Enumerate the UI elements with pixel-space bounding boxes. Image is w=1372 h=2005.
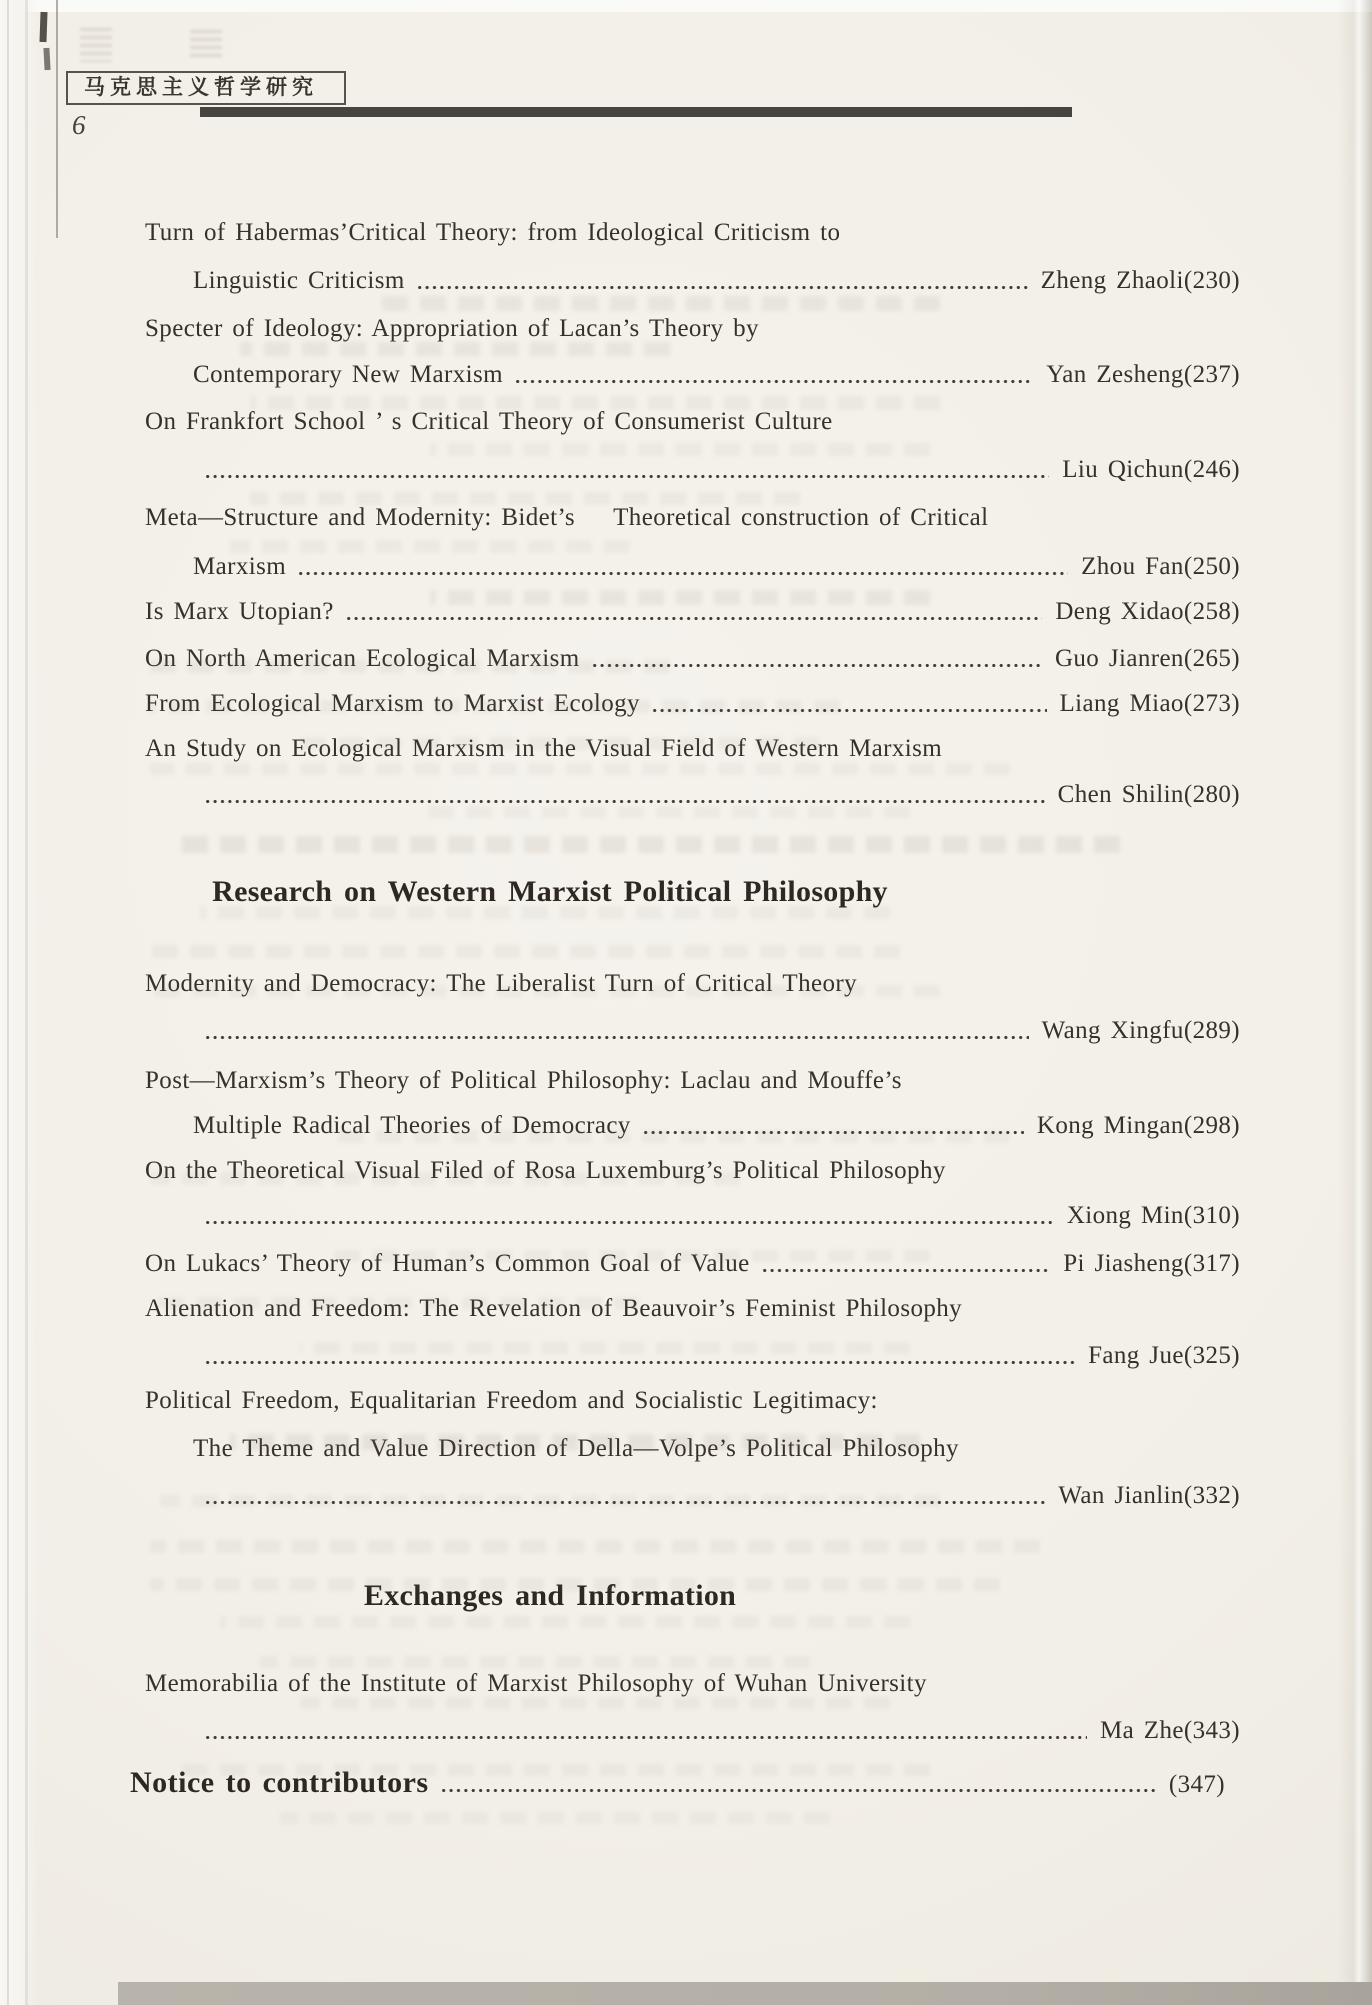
bleedthrough-smudge: [150, 1578, 1000, 1591]
author-pageref: [1046, 357, 1240, 393]
entry-title: Notice to contributors: [130, 1766, 429, 1799]
author-name: Yan Zesheng: [1046, 361, 1184, 388]
margin-rule-line: [56, 0, 58, 238]
entry-title: Linguistic Criticism: [193, 267, 405, 294]
author-pageref: [1058, 777, 1240, 813]
scan-mark: [39, 12, 47, 42]
bleedthrough-smudge: [150, 1297, 640, 1309]
page-ref: (347): [1168, 1771, 1225, 1798]
bleedthrough-smudge: [240, 342, 670, 356]
author-pageref: [1081, 549, 1240, 585]
author-name: Liu Qichun: [1062, 456, 1184, 483]
toc-row: Memorabilia of the Institute of Marxist Philosophy of Wuhan University: [145, 1670, 927, 1697]
author-name: Xiong Min: [1066, 1202, 1184, 1229]
page-ref: (289): [1183, 1017, 1240, 1044]
section-heading: Research on Western Marxist Political Philosophy: [212, 875, 888, 908]
author-pageref: [1055, 594, 1240, 630]
bleedthrough-smudge: [160, 1495, 940, 1507]
bleedthrough-smudge: [150, 945, 900, 958]
bleedthrough-smudge: [150, 1172, 740, 1185]
author-name: Wang Xingfu: [1041, 1017, 1184, 1044]
author-pageref: [1067, 1198, 1240, 1234]
toc-row: [145, 1713, 1240, 1749]
toc-row: Political Freedom, Equalitarian Freedom and Socialistic Legitimacy:: [145, 1387, 878, 1414]
toc-row: Meta—Structure and Modernity: Bidet’s Theoretical construction of Critical: [145, 504, 989, 531]
page-ref: (246): [1183, 456, 1240, 483]
dot-leader: [204, 452, 1049, 488]
author-name: Fang Jue: [1088, 1342, 1184, 1369]
author-pageref: [1042, 1013, 1240, 1049]
bleedthrough-smudge: [230, 540, 630, 553]
page-ref: (325): [1183, 1342, 1240, 1369]
page-ref: (280): [1183, 781, 1240, 808]
toc-row: [145, 452, 1240, 488]
author-name: Pi Jiasheng: [1063, 1250, 1184, 1277]
entry-title: On North American Ecological Marxism: [145, 645, 580, 672]
author-name: Zheng Zhaoli: [1040, 267, 1184, 294]
author-pageref: [1100, 1713, 1240, 1749]
page-ref: (230): [1183, 267, 1240, 294]
bleedthrough-smudge: [430, 443, 930, 456]
entry-title: Contemporary New Marxism: [193, 361, 503, 388]
dot-leader: [514, 357, 1033, 393]
page-ref: (332): [1183, 1482, 1240, 1509]
bleedthrough-smudge: [220, 1616, 910, 1628]
page-ref: (250): [1183, 553, 1240, 580]
bleedthrough-smudge: [180, 1764, 930, 1776]
bleedthrough-smudge: [150, 985, 940, 997]
scan-mark: [43, 48, 50, 70]
toc-row: [145, 357, 1240, 393]
binding-edge: [0, 0, 38, 2005]
binding-crease-line: [25, 0, 28, 2005]
author-name: Liang Miao: [1059, 690, 1184, 717]
toc-row: Post—Marxism’s Theory of Political Philosophy: Laclau and Mouffe’s: [145, 1067, 902, 1094]
page-ref: (298): [1183, 1112, 1240, 1139]
author-pageref: [1088, 1338, 1240, 1374]
toc-row: [145, 1198, 1240, 1234]
bleedthrough-smudge: [380, 296, 940, 311]
page-ref: (310): [1183, 1202, 1240, 1229]
author-pageref: [1062, 452, 1240, 488]
author-name: Deng Xidao: [1055, 598, 1184, 625]
author-name: Guo Jianren: [1054, 645, 1184, 672]
toc-row: Specter of Ideology: Appropriation of Lacan’s Theory by: [145, 315, 759, 342]
bleedthrough-smudge: [420, 806, 910, 818]
journal-title: 马克思主义哲学研究: [84, 76, 318, 99]
page-ref: (273): [1183, 690, 1240, 717]
bleedthrough-smudge: [150, 700, 840, 713]
bleedthrough-smudge: [230, 1434, 920, 1450]
binding-crease-line: [7, 0, 9, 2005]
bleedthrough-smudge: [280, 1812, 830, 1824]
toc-row: An Study on Ecological Marxism in the Visual Field of Western Marxism: [145, 735, 943, 762]
author-pageref: [1055, 641, 1240, 677]
author-pageref: [1037, 1108, 1240, 1144]
bleedthrough-smudge: [250, 396, 940, 410]
bleedthrough-smudge: [430, 590, 930, 605]
bleedthrough-smudge: [150, 763, 1010, 775]
bleedthrough-smudge: [150, 1540, 1040, 1553]
page-ref: (237): [1183, 361, 1240, 388]
toc-row: On Frankfort School ’ s Critical Theory of Consumerist Culture: [145, 408, 833, 435]
author-pageref: [1058, 1478, 1240, 1514]
entry-title: Is Marx Utopian?: [145, 598, 334, 625]
dot-leader: [416, 263, 1028, 299]
bleedthrough-smudge: [300, 737, 820, 750]
author-name: Kong Mingan: [1036, 1112, 1184, 1139]
entry-title: From Ecological Marxism to Marxist Ecology: [145, 690, 640, 717]
dot-leader: [204, 1713, 1087, 1749]
toc-row: [145, 549, 1240, 585]
toc-row: Modernity and Democracy: The Liberalist Turn of Critical Theory: [145, 970, 858, 997]
toc-row: On the Theoretical Visual Filed of Rosa Luxemburg’s Political Philosophy: [145, 1157, 946, 1184]
section-heading: Exchanges and Information: [363, 1579, 737, 1612]
bleedthrough-smudge: [250, 492, 800, 505]
author-pageref: [1169, 1767, 1225, 1803]
page-ref: (343): [1183, 1717, 1240, 1744]
toc-row: The Theme and Value Direction of Della—Volpe’s Political Philosophy: [193, 1435, 959, 1462]
page-ref: (265): [1183, 645, 1240, 672]
bleedthrough-smudge: [260, 1656, 810, 1668]
dot-leader: [204, 1013, 1029, 1049]
bleedthrough-smudge: [150, 660, 670, 673]
bleedthrough-smudge: [300, 1697, 890, 1709]
entry-title: Marxism: [193, 553, 287, 580]
bleedthrough-smudge: [330, 1250, 930, 1262]
page-number: 6: [72, 110, 86, 140]
toc-row: [145, 263, 1240, 299]
dot-leader: [204, 1198, 1054, 1234]
author-name: Chen Shilin: [1057, 781, 1184, 808]
entry-title: Multiple Radical Theories of Democracy: [193, 1112, 631, 1139]
bleedthrough-smudge: [300, 1342, 910, 1354]
page-ref: (258): [1183, 598, 1240, 625]
bleedthrough-smudge: [170, 836, 1120, 853]
page-ref: (317): [1183, 1250, 1240, 1277]
toc-row: Turn of Habermas’Critical Theory: from Ideological Criticism to: [145, 219, 841, 246]
author-name: Ma Zhe: [1100, 1717, 1184, 1744]
bleedthrough-smudge: [200, 906, 890, 919]
bleedthrough-smudge: [330, 1130, 1010, 1143]
author-pageref: [1063, 1246, 1240, 1282]
entry-title: On Lukacs’ Theory of Human’s Common Goal of Value: [145, 1250, 750, 1277]
author-name: Zhou Fan: [1081, 553, 1184, 580]
toc-row: [145, 1013, 1240, 1049]
right-page-edge: [1338, 0, 1372, 2005]
toc-row: Alienation and Freedom: The Revelation of Beauvoir’s Feminist Philosophy: [145, 1295, 963, 1322]
dot-leader: [297, 549, 1068, 585]
author-pageref: [1041, 263, 1240, 299]
author-name: Wan Jianlin: [1058, 1482, 1184, 1509]
bleedthrough-glyph: [80, 28, 112, 62]
bottom-scan-bar: [118, 1982, 1372, 2005]
author-pageref: [1060, 686, 1241, 722]
